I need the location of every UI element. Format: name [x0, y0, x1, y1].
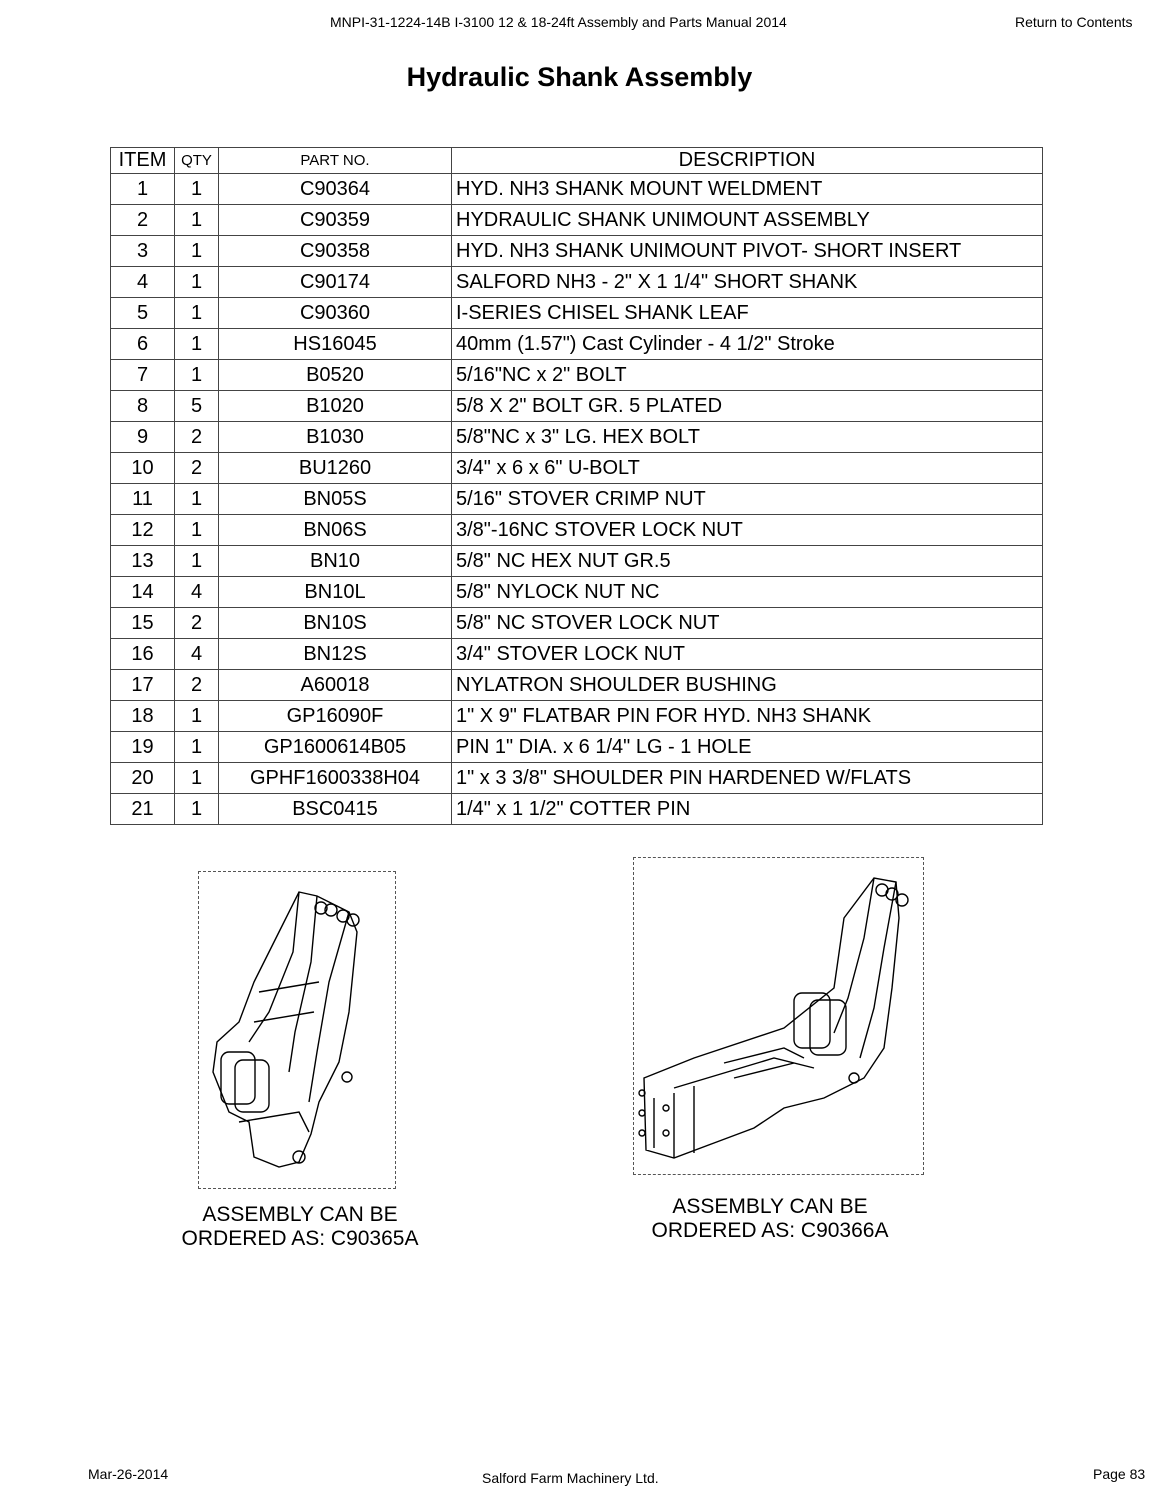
table-header-row	[111, 148, 1043, 174]
cell-description: SALFORD NH3 - 2" X 1 1/4" SHORT SHANK	[452, 267, 1043, 298]
cell-item: 12	[111, 515, 175, 546]
caption-1-line-2: ORDERED AS: C90365A	[181, 1227, 419, 1250]
table-row	[111, 360, 1043, 391]
header-part-no: PART NO.	[219, 148, 452, 174]
assembly-order-note-2	[630, 1195, 910, 1243]
cell-item: 4	[111, 267, 175, 298]
table-row	[111, 639, 1043, 670]
cell-part-no: BU1260	[219, 453, 452, 484]
cell-qty: 2	[175, 453, 219, 484]
footer-page-number: Page 83	[1093, 1466, 1146, 1482]
cell-part-no: C90358	[219, 236, 452, 267]
cell-qty: 2	[175, 608, 219, 639]
cell-qty: 2	[175, 422, 219, 453]
cell-description: HYD. NH3 SHANK UNIMOUNT PIVOT- SHORT INSERT	[452, 236, 1043, 267]
table-row	[111, 670, 1043, 701]
page-title: Hydraulic Shank Assembly	[406, 62, 753, 92]
cell-part-no: GP1600614B05	[219, 732, 452, 763]
footer-date: Mar-26-2014	[88, 1466, 169, 1482]
cell-part-no: BN10	[219, 546, 452, 577]
cell-qty: 1	[175, 236, 219, 267]
cell-part-no: BN05S	[219, 484, 452, 515]
cell-item: 10	[111, 453, 175, 484]
table-row	[111, 298, 1043, 329]
cell-item: 13	[111, 546, 175, 577]
shank-assembly-drawing-2	[633, 857, 924, 1175]
table-row	[111, 546, 1043, 577]
cell-qty: 1	[175, 763, 219, 794]
cell-description: 3/8"-16NC STOVER LOCK NUT	[452, 515, 1043, 546]
cell-description: I-SERIES CHISEL SHANK LEAF	[452, 298, 1043, 329]
cell-description: 1" x 3 3/8" SHOULDER PIN HARDENED W/FLATS	[452, 763, 1043, 794]
parts-table-body	[111, 174, 1043, 825]
cell-item: 6	[111, 329, 175, 360]
table-row	[111, 267, 1043, 298]
cell-part-no: B1020	[219, 391, 452, 422]
cell-part-no: BSC0415	[219, 794, 452, 825]
table-row	[111, 701, 1043, 732]
table-row	[111, 763, 1043, 794]
cell-description: NYLATRON SHOULDER BUSHING	[452, 670, 1043, 701]
table-row	[111, 391, 1043, 422]
caption-2-line-1: ASSEMBLY CAN BE	[672, 1195, 868, 1218]
cell-description: 5/16"NC x 2" BOLT	[452, 360, 1043, 391]
cell-item: 5	[111, 298, 175, 329]
cell-description: 5/8"NC x 3" LG. HEX BOLT	[452, 422, 1043, 453]
cell-part-no: BN12S	[219, 639, 452, 670]
cell-qty: 1	[175, 174, 219, 205]
cell-description: 5/8" NC STOVER LOCK NUT	[452, 608, 1043, 639]
cell-qty: 1	[175, 546, 219, 577]
table-row	[111, 608, 1043, 639]
cell-item: 2	[111, 205, 175, 236]
table-row	[111, 794, 1043, 825]
cell-description: PIN 1" DIA. x 6 1/4" LG - 1 HOLE	[452, 732, 1043, 763]
cell-description: 3/4" x 6 x 6" U-BOLT	[452, 453, 1043, 484]
cell-qty: 1	[175, 298, 219, 329]
cell-qty: 1	[175, 515, 219, 546]
cell-item: 9	[111, 422, 175, 453]
cell-part-no: C90360	[219, 298, 452, 329]
cell-item: 1	[111, 174, 175, 205]
cell-description: 3/4" STOVER LOCK NUT	[452, 639, 1043, 670]
table-row	[111, 577, 1043, 608]
cell-qty: 1	[175, 360, 219, 391]
cell-qty: 4	[175, 577, 219, 608]
shank-drawing-2-svg	[634, 858, 923, 1174]
table-row	[111, 515, 1043, 546]
cell-item: 3	[111, 236, 175, 267]
cell-part-no: GPHF1600338H04	[219, 763, 452, 794]
table-row	[111, 329, 1043, 360]
table-row	[111, 174, 1043, 205]
cell-qty: 1	[175, 701, 219, 732]
table-row	[111, 453, 1043, 484]
cell-part-no: BN06S	[219, 515, 452, 546]
document-header: MNPI-31-1224-14B I-3100 12 & 18-24ft Assembly and Parts Manual 2014	[330, 14, 787, 30]
cell-qty: 5	[175, 391, 219, 422]
cell-qty: 1	[175, 484, 219, 515]
cell-part-no: A60018	[219, 670, 452, 701]
parts-table	[110, 147, 1043, 825]
cell-description: 1" X 9" FLATBAR PIN FOR HYD. NH3 SHANK	[452, 701, 1043, 732]
cell-description: HYDRAULIC SHANK UNIMOUNT ASSEMBLY	[452, 205, 1043, 236]
cell-item: 15	[111, 608, 175, 639]
footer-company: Salford Farm Machinery Ltd.	[482, 1470, 659, 1486]
cell-description: 5/16" STOVER CRIMP NUT	[452, 484, 1043, 515]
header-description: DESCRIPTION	[452, 148, 1043, 174]
cell-qty: 1	[175, 205, 219, 236]
cell-description: HYD. NH3 SHANK MOUNT WELDMENT	[452, 174, 1043, 205]
cell-item: 14	[111, 577, 175, 608]
caption-2-line-2: ORDERED AS: C90366A	[651, 1219, 889, 1242]
cell-item: 21	[111, 794, 175, 825]
cell-part-no: HS16045	[219, 329, 452, 360]
cell-part-no: C90174	[219, 267, 452, 298]
shank-drawing-1-svg	[199, 872, 395, 1188]
header-item: ITEM	[111, 148, 175, 174]
cell-qty: 1	[175, 732, 219, 763]
cell-qty: 1	[175, 794, 219, 825]
cell-part-no: BN10S	[219, 608, 452, 639]
header-qty: QTY	[175, 148, 219, 174]
cell-item: 11	[111, 484, 175, 515]
cell-item: 19	[111, 732, 175, 763]
cell-qty: 2	[175, 670, 219, 701]
cell-part-no: C90359	[219, 205, 452, 236]
cell-description: 1/4" x 1 1/2" COTTER PIN	[452, 794, 1043, 825]
shank-assembly-drawing-1	[198, 871, 396, 1189]
table-row	[111, 205, 1043, 236]
cell-part-no: B1030	[219, 422, 452, 453]
cell-part-no: GP16090F	[219, 701, 452, 732]
cell-description: 5/8" NYLOCK NUT NC	[452, 577, 1043, 608]
cell-item: 18	[111, 701, 175, 732]
cell-item: 17	[111, 670, 175, 701]
cell-part-no: BN10L	[219, 577, 452, 608]
cell-part-no: B0520	[219, 360, 452, 391]
cell-description: 40mm (1.57") Cast Cylinder - 4 1/2" Stroke	[452, 329, 1043, 360]
cell-part-no: C90364	[219, 174, 452, 205]
cell-description: 5/8 X 2" BOLT GR. 5 PLATED	[452, 391, 1043, 422]
cell-description: 5/8" NC HEX NUT GR.5	[452, 546, 1043, 577]
cell-item: 16	[111, 639, 175, 670]
cell-qty: 1	[175, 329, 219, 360]
return-to-contents-link[interactable]: Return to Contents	[1015, 14, 1133, 30]
table-row	[111, 732, 1043, 763]
table-row	[111, 422, 1043, 453]
assembly-order-note-1	[160, 1203, 440, 1251]
cell-qty: 1	[175, 267, 219, 298]
cell-item: 20	[111, 763, 175, 794]
cell-qty: 4	[175, 639, 219, 670]
table-row	[111, 236, 1043, 267]
table-row	[111, 484, 1043, 515]
cell-item: 8	[111, 391, 175, 422]
cell-item: 7	[111, 360, 175, 391]
caption-1-line-1: ASSEMBLY CAN BE	[202, 1203, 398, 1226]
